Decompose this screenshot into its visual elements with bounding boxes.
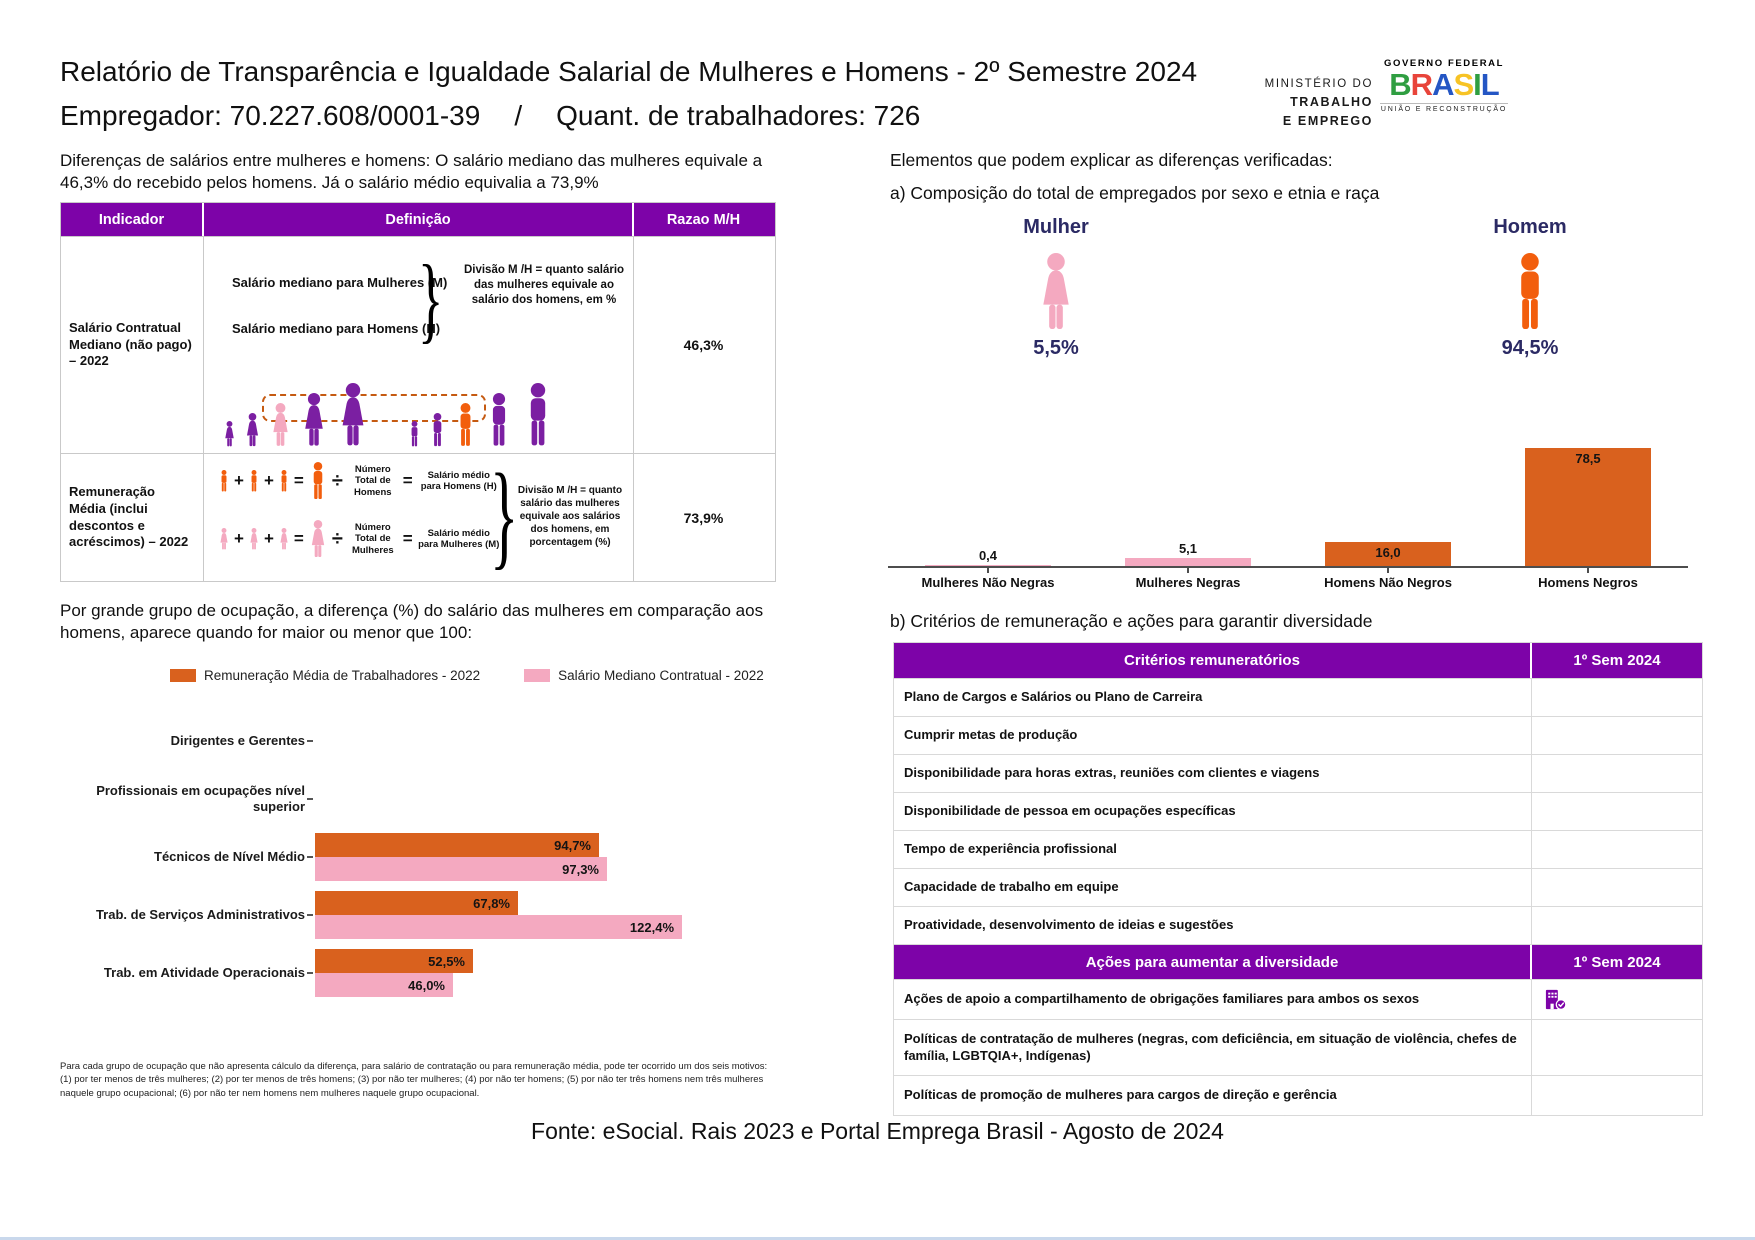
chart-column <box>1288 542 1488 566</box>
bar-value-label: 16,0 <box>1375 545 1401 560</box>
chart-legend <box>170 668 764 683</box>
chart-category-axis <box>888 568 1688 590</box>
category-label-text: Mulheres Não Negras <box>921 575 1055 590</box>
criteria-row <box>894 830 1702 868</box>
men-average-equation <box>218 462 501 500</box>
indicator-table-header <box>61 203 775 236</box>
population-pictogram <box>222 383 556 447</box>
equals-operator: = <box>402 529 413 548</box>
chart-row <box>60 886 780 944</box>
workers-count: Quant. de trabalhadores: 726 <box>556 100 921 131</box>
plus-operator: + <box>263 471 274 490</box>
brasil-logo <box>1380 69 1508 102</box>
male-figure-icon <box>520 383 556 447</box>
male-figure-icon <box>428 413 447 447</box>
bar-value-label: 52,5% <box>428 953 465 969</box>
women-result-label: Salário médio para Mulheres (M) <box>418 527 500 550</box>
action-row <box>894 979 1702 1019</box>
pink-swatch-icon <box>524 669 550 682</box>
brasil-letter: A <box>1432 67 1454 102</box>
mulher-pictogram <box>986 216 1126 360</box>
elements-heading: Elementos que podem explicar as diferenças verificadas: <box>890 150 1333 170</box>
male-figure-icon <box>278 470 290 492</box>
bar-value-label: 67,8% <box>473 895 510 911</box>
bar <box>315 973 453 997</box>
demographic-bar-chart <box>888 428 1688 590</box>
plus-operator: + <box>234 471 244 490</box>
criteria-actions-table <box>893 642 1703 1116</box>
male-figure-icon <box>218 470 230 492</box>
bar-value-label: 94,7% <box>554 837 591 853</box>
brasil-letter: I <box>1473 67 1481 102</box>
occupation-intro: Por grande grupo de ocupação, a diferença (%) do salário das mulheres em comparação aos homens, aparece quando for maior ou menor que 100: <box>60 601 764 643</box>
action-label: Ações de apoio a compartilhamento de obrigações familiares para ambos os sexos <box>894 980 1532 1019</box>
category-label <box>1488 568 1688 590</box>
mulher-label: Mulher <box>1023 216 1089 238</box>
homem-percentage: 94,5% <box>1501 337 1559 359</box>
criteria-label: Disponibilidade de pessoa em ocupações específicas <box>894 793 1532 830</box>
criteria-label: Cumprir metas de produção <box>894 717 1532 754</box>
ministry-line-3: E EMPREGO <box>1282 114 1373 128</box>
category-label-text: Mulheres Negras <box>1135 575 1241 590</box>
definition-cell <box>204 237 634 453</box>
female-figure-icon <box>222 421 237 447</box>
criteria-value <box>1532 717 1702 754</box>
criteria-label: Capacidade de trabalho em equipe <box>894 869 1532 906</box>
legend-item-remuneracao <box>170 668 480 683</box>
criteria-label: Tempo de experiência profissional <box>894 831 1532 868</box>
chart-row <box>60 770 780 828</box>
axis-tick-icon <box>307 798 313 800</box>
category-label: Profissionais em ocupações nível superior <box>96 783 305 814</box>
bar-group <box>315 833 607 881</box>
action-label: Políticas de promoção de mulheres para cargos de direção e gerência <box>894 1076 1532 1115</box>
gov-logo-bottom-text: UNIÃO E RECONSTRUÇÃO <box>1380 103 1508 113</box>
category-label-text: Homens Não Negros <box>1324 575 1452 590</box>
indicator-table <box>60 202 776 582</box>
female-figure-icon <box>308 520 328 558</box>
male-figure-icon <box>407 421 422 447</box>
legend-label: Remuneração Média de Trabalhadores - 2022 <box>204 668 481 683</box>
criteria-table-header <box>894 643 1702 678</box>
category-label-text: Homens Negros <box>1538 575 1638 590</box>
criteria-value <box>1532 793 1702 830</box>
equals-operator: = <box>293 529 304 548</box>
razao-value: 46,3% <box>683 337 724 353</box>
female-median-figure-icon <box>268 403 293 447</box>
female-figure-icon <box>1038 253 1074 331</box>
definition-note: Divisão M /H = quanto salário das mulheres equivale aos salários dos homens, em porcentagem (%) <box>517 485 623 548</box>
actions-table-header <box>894 944 1702 979</box>
action-label: Políticas de contratação de mulheres (negras, com deficiência, em situação de violência, chefes de família, LGBTQIA+, Indígenas) <box>894 1020 1532 1075</box>
bar <box>1125 558 1251 566</box>
def-mulheres: Salário mediano para Mulheres (M) <box>232 275 448 290</box>
chart-row <box>60 944 780 1002</box>
category-label: Técnicos de Nível Médio <box>154 849 305 865</box>
ministry-logo <box>1265 76 1373 131</box>
male-figure-icon <box>308 462 328 500</box>
salary-difference-intro: Diferenças de salários entre mulheres e homens: O salário mediano das mulheres equivale a 46,3% do recebido pelos homens. Já o salário médio equivalia a 73,9% <box>60 151 763 192</box>
bar <box>315 949 473 973</box>
subsection-a-title: a) Composição do total de empregados por sexo e etnia e raça <box>890 183 1380 203</box>
subsection-b-title: b) Critérios de remuneração e ações para garantir diversidade <box>890 611 1373 631</box>
bar <box>315 857 607 881</box>
action-value <box>1532 980 1702 1019</box>
actions-header-label: Ações para aumentar a diversidade <box>894 945 1532 979</box>
chart-row <box>60 712 780 770</box>
employer-id: Empregador: 70.227.608/0001-39 <box>60 100 481 131</box>
indicator-label: Salário Contratual Mediano (não pago) – 2022 <box>61 237 204 453</box>
brace-icon: } <box>418 245 444 352</box>
ministry-line-1: MINISTÉRIO DO <box>1264 78 1373 90</box>
header-razao: Razao M/H <box>666 211 741 228</box>
bar-value-label: 0,4 <box>978 548 998 563</box>
female-figure-icon <box>278 528 290 550</box>
occupation-bar-chart <box>60 712 780 1002</box>
table-row-media <box>61 449 775 581</box>
header-definicao: Definição <box>204 203 634 236</box>
bar-group <box>315 949 473 997</box>
homem-pictogram <box>1460 216 1600 360</box>
bar <box>315 915 682 939</box>
equals-operator: = <box>402 471 413 490</box>
chart-column <box>1488 448 1688 566</box>
bar <box>315 891 518 915</box>
axis-tick-icon <box>307 972 313 974</box>
brace-icon: } <box>490 449 519 580</box>
action-row <box>894 1019 1702 1075</box>
criteria-value <box>1532 907 1702 944</box>
divide-operator: ÷ <box>331 469 343 492</box>
category-label <box>1288 568 1488 590</box>
bar-value-label: 46,0% <box>408 977 445 993</box>
criteria-header-label: Critérios remuneratórios <box>894 643 1532 678</box>
criteria-value <box>1532 755 1702 792</box>
chart-footnote: Para cada grupo de ocupação que não apresenta cálculo da diferença, para salário de contratação ou para remuneração média, pode ter ocorrido um dos seis motivos:(1) por ter menos de três mulheres; (2) por ter menos de três homens; (3) por não ter mulheres; (4) por não ter homens; (5) por não ter três homens nem três mulheres naquele grupo ocupacional; (6) por não ter nem homens nem mulheres naquele grupo ocupacional. <box>60 1061 768 1099</box>
razao-value: 73,9% <box>683 509 724 526</box>
mulher-percentage: 5,5% <box>1033 337 1079 359</box>
criteria-row <box>894 906 1702 944</box>
category-label: Trab. de Serviços Administrativos <box>95 907 305 923</box>
female-figure-icon <box>218 528 230 550</box>
male-figure-icon <box>1512 253 1548 331</box>
company-check-icon <box>1544 989 1568 1011</box>
female-figure-icon <box>299 393 329 447</box>
source-footer: Fonte: eSocial. Rais 2023 e Portal Emprega Brasil - Agosto de 2024 <box>531 1118 1224 1144</box>
criteria-period-label: 1º Sem 2024 <box>1573 652 1661 669</box>
gov-logo-top-text: GOVERNO FEDERAL <box>1383 58 1505 69</box>
axis-tick-icon <box>307 914 313 916</box>
women-average-equation <box>218 520 501 558</box>
male-figure-icon <box>248 470 260 492</box>
employer-info <box>60 100 920 132</box>
category-label: Trab. em Atividade Operacionais <box>103 965 305 981</box>
category-label: Dirigentes e Gerentes <box>170 733 305 749</box>
criteria-label: Disponibilidade para horas extras, reuniões com clientes e viagens <box>894 755 1532 792</box>
plus-operator: + <box>234 529 244 548</box>
bar <box>315 833 599 857</box>
female-figure-icon <box>243 413 262 447</box>
def-homens: Salário mediano para Homens (H) <box>232 321 441 336</box>
criteria-row <box>894 716 1702 754</box>
criteria-row <box>894 678 1702 716</box>
criteria-row <box>894 868 1702 906</box>
criteria-label: Plano de Cargos e Salários ou Plano de Carreira <box>894 679 1532 716</box>
bar-value-label: 78,5 <box>1575 451 1601 466</box>
male-median-figure-icon <box>453 403 478 447</box>
category-label <box>888 568 1088 590</box>
women-divisor-label: Número Total de Mulheres <box>351 521 394 556</box>
female-figure-icon <box>335 383 371 447</box>
actions-period-label: 1º Sem 2024 <box>1573 953 1661 971</box>
brasil-letter: S <box>1453 67 1474 102</box>
criteria-value <box>1532 679 1702 716</box>
action-value <box>1532 1020 1702 1075</box>
criteria-label: Proatividade, desenvolvimento de ideias e sugestões <box>894 907 1532 944</box>
homem-label: Homem <box>1493 216 1567 238</box>
criteria-row <box>894 792 1702 830</box>
criteria-value <box>1532 869 1702 906</box>
bar-value-label: 5,1 <box>1178 541 1198 556</box>
action-row <box>894 1075 1702 1115</box>
chart-row <box>60 828 780 886</box>
bar-value-label: 97,3% <box>562 861 599 877</box>
definition-cell <box>204 449 634 581</box>
separator-slash: / <box>514 100 523 131</box>
category-label <box>1088 568 1288 590</box>
brasil-letter: L <box>1480 67 1499 102</box>
divide-operator: ÷ <box>331 527 343 550</box>
indicator-label: Remuneração Média (inclui descontos e acréscimos) – 2022 <box>61 454 204 581</box>
ministry-line-2: TRABALHO <box>1290 95 1373 110</box>
male-figure-icon <box>484 393 514 447</box>
bar-group <box>315 891 682 939</box>
axis-tick-icon <box>307 740 313 742</box>
criteria-value <box>1532 831 1702 868</box>
men-divisor-label: Número Total de Homens <box>354 463 392 498</box>
equals-operator: = <box>293 471 304 490</box>
brasil-letter: R <box>1410 67 1433 102</box>
gov-federal-logo <box>1380 58 1508 113</box>
bar <box>1525 448 1651 566</box>
header-indicador: Indicador <box>61 203 204 236</box>
action-value <box>1532 1076 1702 1115</box>
legend-label: Salário Mediano Contratual - 2022 <box>558 668 764 683</box>
chart-column <box>888 548 1088 566</box>
bar-value-label: 122,4% <box>629 919 674 935</box>
chart-column <box>1088 541 1288 566</box>
definition-note: Divisão M /H = quanto salário das mulheres equivale ao salário dos homens, em % <box>463 264 625 306</box>
men-result-label: Salário médio para Homens (H) <box>420 469 497 492</box>
report-title: Relatório de Transparência e Igualdade Salarial de Mulheres e Homens - 2º Semestre 2024 <box>60 56 1198 87</box>
bar <box>925 565 1051 566</box>
axis-tick-icon <box>307 856 313 858</box>
brasil-letter: B <box>1389 67 1411 102</box>
bar <box>1325 542 1451 566</box>
orange-swatch-icon <box>170 669 196 682</box>
legend-item-mediano <box>524 668 764 683</box>
plus-operator: + <box>263 529 274 548</box>
chart-plot-area <box>888 428 1688 568</box>
table-row-mediano <box>61 236 775 453</box>
female-figure-icon <box>248 528 260 550</box>
criteria-row <box>894 754 1702 792</box>
